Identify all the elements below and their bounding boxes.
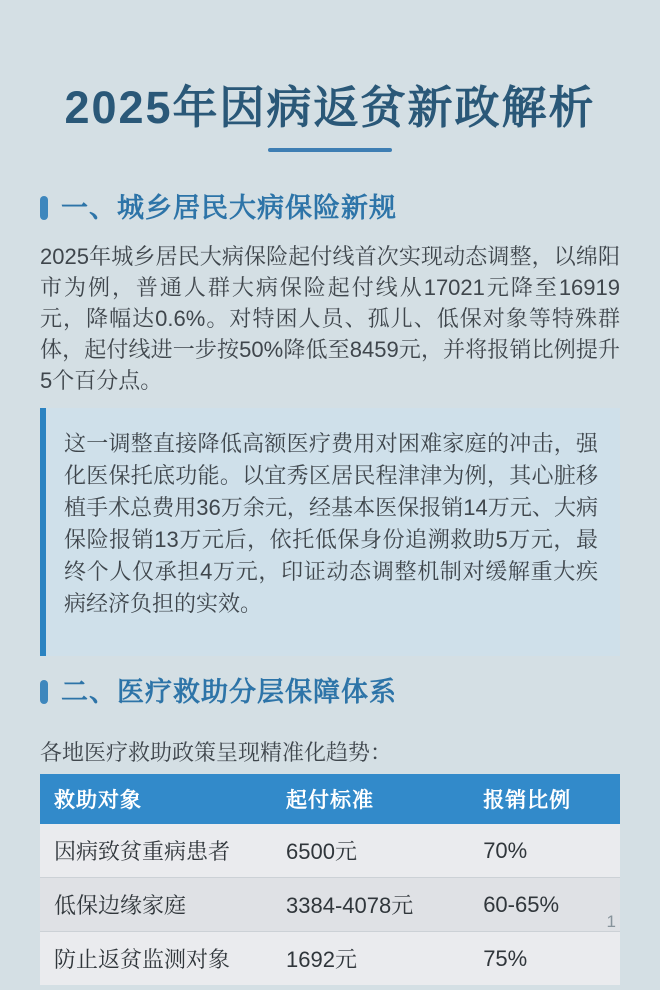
section1-callout: [40, 408, 620, 656]
table-row: [40, 824, 620, 878]
table-cell: 低保边缘家庭: [40, 878, 272, 932]
section2-heading-text: 二、医疗救助分层保障体系: [61, 677, 397, 707]
section-accent-bar: [40, 196, 48, 220]
section-accent-bar: [40, 680, 48, 704]
table-cell: 60-65%: [469, 878, 620, 932]
page-number: 1: [606, 912, 616, 931]
column-header-recipient: 救助对象: [40, 774, 272, 824]
medical-aid-table: [40, 774, 620, 985]
table-row: [40, 878, 620, 932]
title-underline: [268, 148, 392, 152]
table-cell: 防止返贫监测对象: [40, 932, 272, 986]
section1-paragraph: 2025年城乡居民大病保险起付线首次实现动态调整，以绵阳市为例，普通人群大病保险起付线从17021元降至16919元，降幅达0.6%。对特困人员、孤儿、低保对象等特殊群体，起付线进一步按50%降低至8459元，并将报销比例提升5个百分点。: [40, 244, 620, 393]
table-row: [40, 932, 620, 986]
section1-heading: [40, 192, 620, 224]
callout-text: 这一调整直接降低高额医疗费用对困难家庭的冲击，强化医保托底功能。以宜秀区居民程津津为例，其心脏移植手术总费用36万余元，经基本医保报销14万元、大病保险报销13万元后，依托低保身份追溯救助5万元，最终个人仅承担4万元，印证动态调整机制对缓解重大疾病经济负担的实效。: [64, 431, 598, 616]
column-header-reimbursement: 报销比例: [469, 774, 620, 824]
column-header-deductible: 起付标准: [272, 774, 469, 824]
table-cell: 3384-4078元: [272, 878, 469, 932]
page-title: 2025年因病返贫新政解析: [64, 82, 596, 133]
table-cell: 6500元: [272, 824, 469, 878]
table-cell: 70%: [469, 824, 620, 878]
table-cell: 75%: [469, 932, 620, 986]
table-cell: 因病致贫重病患者: [40, 824, 272, 878]
section2-heading: [40, 676, 620, 708]
table-cell: 1692元: [272, 932, 469, 986]
section1-heading-text: 一、城乡居民大病保险新规: [61, 193, 397, 223]
table-header-row: [40, 774, 620, 824]
section2-intro: 各地医疗救助政策呈现精准化趋势：: [40, 740, 393, 765]
